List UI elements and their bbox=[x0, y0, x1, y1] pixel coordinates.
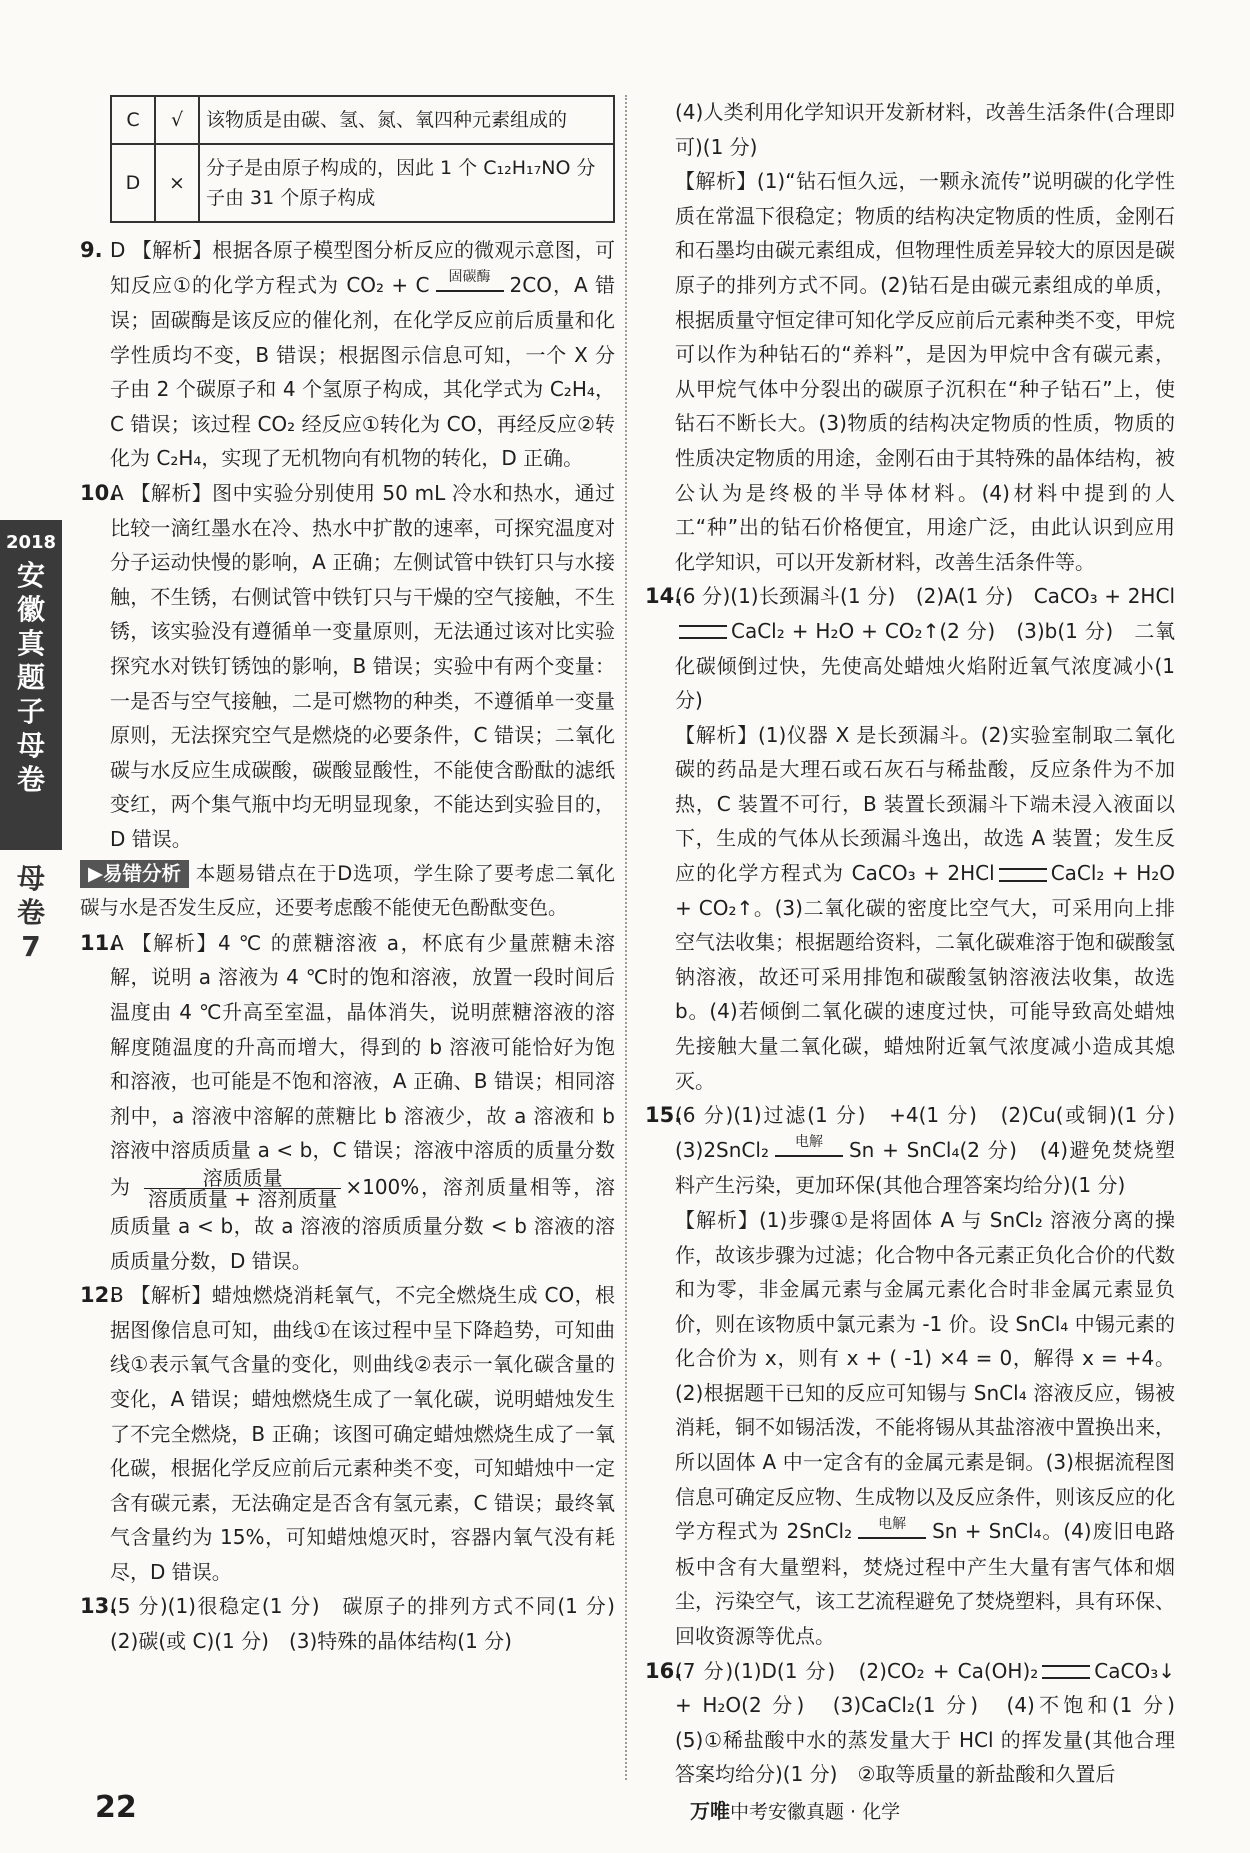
column-divider bbox=[625, 95, 627, 1780]
equals-sign bbox=[679, 625, 727, 639]
answer-text: CaCO₃↓ + H₂O(2 分) (3)CaCl₂(1 分) (4)不饱和(1 分) (5)①稀盐酸中水的蒸发量大于 HCl 的挥发量(其他合理答案均给分)(1 分) ②取等质量的新盐酸和久置后 bbox=[675, 1658, 1195, 1787]
footer bbox=[690, 1795, 900, 1824]
answer-text: (5 分)(1)很稳定(1 分) 碳原子的排列方式不同(1 分) (2)碳(或 C)(1 分) (3)特殊的晶体结构(1 分) bbox=[110, 1594, 635, 1654]
reaction-arrow bbox=[856, 1516, 928, 1550]
answer-text: Sn + SnCl₄(2 分) (4)避免焚烧塑料产生污染，更加环保(其他合理答案均给分)(1 分) bbox=[675, 1137, 1175, 1198]
mass-fraction-formula bbox=[144, 1165, 341, 1211]
answer-text: (7 分)(1)D(1 分) (2)CO₂ + Ca(OH)₂ bbox=[675, 1658, 1039, 1683]
sidebar-subtitle: 母卷7 bbox=[16, 862, 45, 963]
page-number: 22 bbox=[95, 1790, 137, 1825]
option-text: 该物质是由碳、氢、氮、氧四种元素组成的 bbox=[199, 96, 614, 144]
question-11 bbox=[80, 926, 615, 1278]
question-16 bbox=[645, 1654, 1195, 1792]
question-number: 10. bbox=[80, 481, 118, 506]
option-letter: D bbox=[111, 144, 155, 222]
options-table bbox=[110, 95, 615, 223]
question-number: 12. bbox=[80, 1283, 118, 1308]
check-mark: √ bbox=[155, 96, 199, 144]
reaction-arrow bbox=[773, 1134, 845, 1168]
answer-text: CaCl₂ + H₂O + CO₂↑。(3)二氧化碳的密度比空气大，可采用向上排空气法收集；根据题给资料，二氧化碳难溶于饱和碳酸氢钠溶液，故还可采用排饱和碳酸氢钠溶液法收集，故选 b。(4)若倾倒二氧化碳的速度过快，可能导致高处蜡烛先接触大量二氧化碳，蜡烛附近氧气浓度减小造成其熄灭。 bbox=[675, 861, 1176, 1093]
question-14-analysis bbox=[645, 718, 1175, 1099]
sidebar-tab bbox=[0, 520, 62, 850]
cross-mark: × bbox=[155, 144, 199, 222]
question-13-continued: (4)人类利用化学知识开发新材料，改善生活条件(合理即可)(1 分) bbox=[675, 100, 1175, 159]
question-12 bbox=[80, 1278, 615, 1589]
catalyst-label: 固碳酶 bbox=[448, 269, 491, 286]
answer-text: B 【解析】蜡烛燃烧消耗氧气，不完全燃烧生成 CO，根据图像信息可知，曲线①在该过程中呈下降趋势，可知曲线①表示氧气含量的变化，则曲线②表示一氧化碳含量的变化，A 错误；蜡烛燃烧生成了一氧化碳，说明蜡烛发生了不完全燃烧，B 正确；该图可确定蜡烛燃烧生成了一氧化碳，根据化学反应前后元素种类不变，可知蜡烛中一定含有碳元素，无法确定是否含有氢元素，C 错误；最终氧气含量约为 15%，可知蜡烛熄灭时，容器内氧气没有耗尽，D 错误。 bbox=[110, 1283, 615, 1584]
question-10 bbox=[80, 476, 615, 857]
sidebar-year: 2018 bbox=[5, 532, 57, 553]
question-number: 9. bbox=[80, 238, 103, 262]
brand-logo: 万唯 bbox=[690, 1799, 730, 1823]
option-letter: C bbox=[111, 96, 155, 144]
error-analysis-badge: ▶易错分析 bbox=[80, 860, 189, 888]
table-row bbox=[111, 144, 614, 222]
answer-text: (6 分)(1)过滤(1 分) +4(1 分) (2)Cu(或铜)(1 分) (3)2SnCl₂ bbox=[675, 1103, 1195, 1162]
answer-text: 【解析】(1)仪器 X 是长颈漏斗。(2)实验室制取二氧化碳的药品是大理石或石灰石与稀盐酸，反应条件为不加热，C 装置不可行，B 装置长颈漏斗下端未浸入液面以下，生成的气体从长颈漏斗逸出，故选 A 装置；发生反应的化学方程式为 CaCO₃ + 2HCl bbox=[675, 722, 1175, 886]
question-14 bbox=[645, 579, 1175, 717]
right-column bbox=[645, 95, 1195, 1792]
footer-text: 中考安徽真题 · 化学 bbox=[730, 1801, 901, 1823]
question-number: 15. bbox=[645, 1103, 683, 1128]
answer-text: D 【解析】根据各原子模型图分析反应的微观示意图，可知反应①的化学方程式为 CO₂ + C bbox=[110, 238, 615, 297]
answer-text: (6 分)(1)长颈漏斗(1 分) (2)A(1 分) CaCO₃ + 2HCl bbox=[675, 584, 1175, 609]
equals-sign bbox=[1042, 1665, 1090, 1679]
answer-text: Sn + SnCl₄。(4)废旧电路板中含有大量塑料，焚烧过程中产生大量有害气体和烟尘，污染空气，该工艺流程避免了焚烧塑料，具有环保、回收资源等优点。 bbox=[675, 1519, 1175, 1648]
question-number: 14. bbox=[645, 584, 683, 609]
question-15 bbox=[645, 1098, 1195, 1203]
question-number: 16. bbox=[645, 1658, 683, 1683]
question-9 bbox=[80, 233, 615, 476]
error-analysis-note bbox=[80, 857, 615, 926]
option-text: 分子是由原子构成的，因此 1 个 C₁₂H₁₇NO 分子由 31 个原子构成 bbox=[199, 144, 614, 222]
reaction-arrow bbox=[434, 269, 506, 303]
note-text: 本题易错点在于D选项，学生除了要考虑二氧化碳与水是否发生反应，还要考虑酸不能使无色酚酞变色。 bbox=[80, 861, 615, 920]
formula-denominator: 溶质质量 + 溶剂质量 bbox=[147, 1186, 338, 1211]
answer-text: CaCl₂ + H₂O + CO₂↑(2 分) (3)b(1 分) 二氧化碳倾倒过快，先使高处蜡烛火焰附近氧气浓度减小(1 分) bbox=[675, 618, 1175, 713]
table-row bbox=[111, 96, 614, 144]
left-column bbox=[80, 95, 635, 1659]
answer-text: A 【解析】4 ℃ 的蔗糖溶液 a，杯底有少量蔗糖未溶解，说明 a 溶液为 4 ℃时的饱和溶液，放置一段时间后温度由 4 ℃升高至室温，晶体消失，说明蔗糖溶液的溶解度随温度的升高而增大，得到的 b 溶液可能恰好为饱和溶液，也可能是不饱和溶液，A 正确、B 错误；相同溶剂中，a 溶液中溶解的蔗糖比 b 溶液少，故 a 溶液和 b 溶液中溶质质量 a < b，C 错误；溶液中溶质的质量分数为 bbox=[110, 930, 615, 1199]
answer-text: 2CO，A 错误；固碳酶是该反应的催化剂，在化学反应前后质量和化学性质均不变，B 错误；根据图示信息可知，一个 X 分子由 2 个碳原子和 4 个氢原子构成，其化学式为 C₂H₄，C 错误；该过程 CO₂ 经反应①转化为 CO，再经反应②转化为 C₂H₄，实现了无机物向有机物的转化，D 正确。 bbox=[110, 272, 615, 471]
answer-text: A 【解析】图中实验分别使用 50 mL 冷水和热水，通过比较一滴红墨水在冷、热水中扩散的速率，可探究温度对分子运动快慢的影响，A 正确；左侧试管中铁钉只与水接触，不生锈，右侧试管中铁钉只与干燥的空气接触，不生锈，该实验没有遵循单一变量原则，无法通过该对比实验探究水对铁钉锈蚀的影响，B 错误；实验中有两个变量：一是否与空气接触，二是可燃物的种类，不遵循单一变量原则，无法探究空气是燃烧的必要条件，C 错误；二氧化碳与水反应生成碳酸，碳酸显酸性，不能使含酚酞的滤纸变红，两个集气瓶中均无明显现象，不能达到实验目的，D 错误。 bbox=[110, 481, 615, 851]
formula-numerator: 溶质质量 bbox=[144, 1168, 341, 1189]
question-13-analysis: 【解析】(1)“钻石恒久远，一颗永流传”说明碳的化学性质在常温下很稳定；物质的结构决定物质的性质，金刚石和石墨均由碳元素组成，但物理性质差异较大的原因是碳原子的排列方式不同。(2)钻石是由碳元素组成的单质，根据质量守恒定律可知化学反应前后元素种类不变，甲烷可以作为种钻石的“养料”，是因为甲烷中含有碳元素，从甲烷气体中分裂出的碳原子沉积在“种子钻石”上，使钻石不断长大。(3)物质的结构决定物质的性质，物质的性质决定物质的用途，金刚石由于其特殊的晶体结构，被公认为是终极的半导体材料。(4)材料中提到的人工“种”出的钻石价格便宜，用途广泛，由此认识到应用化学知识，可以开发新材料，改善生活条件等。 bbox=[675, 169, 1175, 574]
sidebar-title: 安徽真题子母卷 bbox=[16, 559, 45, 796]
equals-sign bbox=[999, 868, 1047, 882]
question-15-analysis bbox=[645, 1203, 1175, 1654]
question-number: 13. bbox=[80, 1594, 118, 1619]
condition-label: 电解 bbox=[878, 1515, 907, 1532]
answer-text: ×100%，溶剂质量相等，溶质质量 a < b，故 a 溶液的溶质质量分数 < b 溶液的溶质质量分数，D 错误。 bbox=[110, 1174, 616, 1273]
condition-label: 电解 bbox=[794, 1134, 823, 1151]
question-number: 11. bbox=[80, 930, 118, 955]
answer-text: 【解析】(1)步骤①是将固体 A 与 SnCl₂ 溶液分离的操作，故该步骤为过滤；化合物中各元素正负化合价的代数和为零，非金属元素与金属元素化合时非金属元素显负价，则在该物质中氯元素为 -1 价。设 SnCl₄ 中锡元素的化合价为 x，则有 x + ( -1) ×4 = 0，解得 x = +4。(2)根据题干已知的反应可知锡与 SnCl₄ 溶液反应，锡被消耗，铜不如锡活泼，不能将锡从其盐溶液中置换出来，所以固体 A 中一定含有的金属元素是铜。(3)根据流程图信息可确定反应物、生成物以及反应条件，则该反应的化学方程式为 2SnCl₂ bbox=[675, 1207, 1175, 1544]
question-13 bbox=[80, 1589, 635, 1658]
